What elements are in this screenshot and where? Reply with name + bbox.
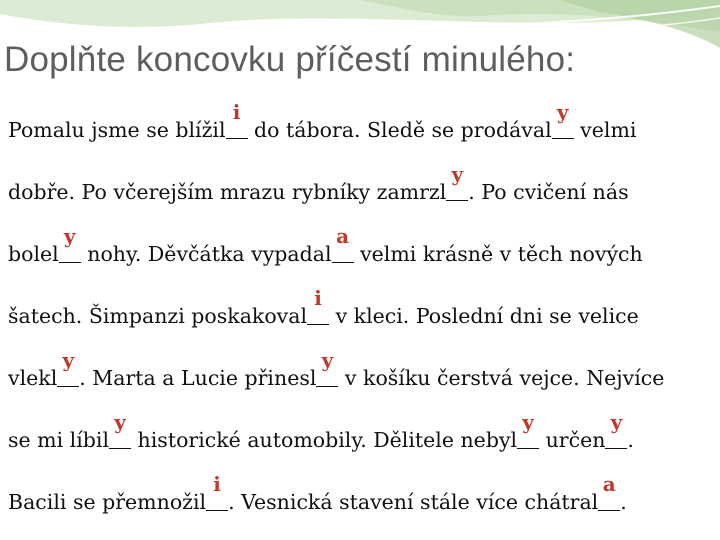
answer-blank xyxy=(57,348,79,385)
answer-blank xyxy=(552,100,574,137)
filled-ending: i xyxy=(213,472,221,496)
exercise-line xyxy=(8,100,637,142)
filled-ending: i xyxy=(232,100,241,124)
sentence-text: Bacili se přemnožil xyxy=(8,490,207,514)
sentence-text: velmi krásně v těch nových xyxy=(353,242,643,266)
sentence-text: dobře. Po včerejším mrazu rybníky zamrzl xyxy=(8,180,447,204)
sentence-text: . Marta a Lucie přinesl xyxy=(79,366,317,390)
sentence-text: velmi xyxy=(573,118,637,142)
answer-blank xyxy=(59,224,81,261)
answer-blank xyxy=(332,224,354,261)
sentence-text: do tábora. Sledě se prodával xyxy=(247,118,552,142)
filled-ending: y xyxy=(63,224,76,248)
sentence-text: Pomalu jsme se blížil xyxy=(8,118,226,142)
answer-blank xyxy=(109,410,131,447)
filled-ending: y xyxy=(522,410,534,434)
answer-blank xyxy=(226,100,248,137)
exercise-line xyxy=(8,410,634,452)
filled-ending: a xyxy=(336,224,350,248)
sentence-text: se mi líbil xyxy=(8,428,110,452)
answer-blank xyxy=(517,410,539,447)
filled-ending: y xyxy=(321,348,334,372)
filled-ending: i xyxy=(314,286,322,310)
sentence-text: určen xyxy=(539,428,606,452)
answer-blank xyxy=(307,286,329,323)
filled-ending: y xyxy=(610,410,623,434)
sentence-text: v kleci. Poslední dni se velice xyxy=(329,304,639,328)
sentence-text: nohy. Děvčátka vypadal xyxy=(80,242,332,266)
exercise-line xyxy=(8,472,627,514)
sentence-text: . xyxy=(620,490,627,514)
filled-ending: y xyxy=(556,100,569,124)
sentence-text: šatech. Šimpanzi poskakoval xyxy=(8,304,308,328)
sentence-text: . Po cvičení nás xyxy=(468,180,629,204)
answer-blank xyxy=(598,472,620,509)
exercise-line xyxy=(8,224,643,266)
filled-ending: y xyxy=(62,348,75,372)
page-title: Doplňte koncovku příčestí minulého: xyxy=(4,40,576,79)
answer-blank xyxy=(446,162,468,199)
sentence-text: historické automobily. Dělitele nebyl xyxy=(131,428,518,452)
sentence-text: vlekl xyxy=(8,366,58,390)
answer-blank xyxy=(605,410,627,447)
exercise-line xyxy=(8,348,665,390)
exercise-line xyxy=(8,286,639,328)
filled-ending: y xyxy=(451,162,464,186)
sentence-text: bolel xyxy=(8,242,59,266)
sentence-text: v košíku čerstvá vejce. Nejvíce xyxy=(338,366,665,390)
filled-ending: a xyxy=(602,472,616,496)
answer-blank xyxy=(316,348,338,385)
sentence-text: . xyxy=(627,428,634,452)
filled-ending: y xyxy=(114,410,126,434)
sentence-text: . Vesnická stavení stále více chátral xyxy=(228,490,599,514)
answer-blank xyxy=(206,472,228,509)
exercise-line xyxy=(8,162,629,204)
